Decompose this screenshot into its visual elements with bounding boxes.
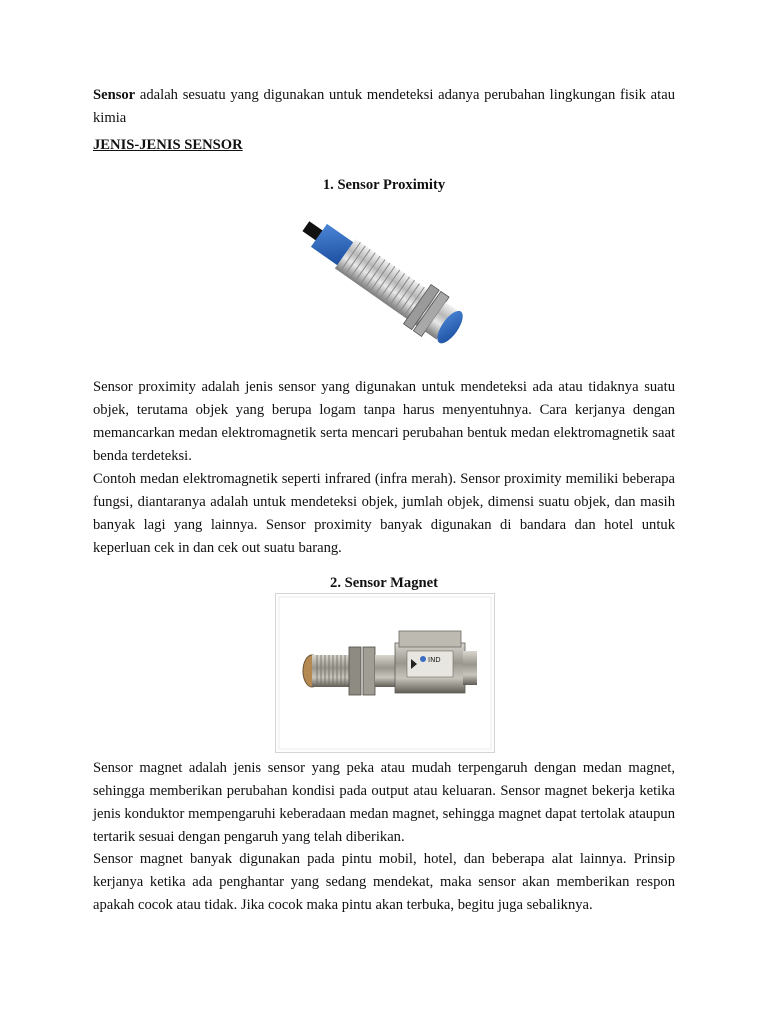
magnet-sensor-label: IND xyxy=(428,656,441,664)
proximity-paragraph-1: Sensor proximity adalah jenis sensor yang digunakan untuk mendeteksi ada atau tidaknya suatu objek, terutama objek yang berupa logam tanpa harus menyentuhnya. Cara kerjanya dengan memancarkan medan elektromagnetik serta mencari perubahan bentuk medan elektromagnetik saat benda terdeteksi. xyxy=(93,379,675,464)
intro-term: Sensor xyxy=(93,87,136,103)
section-heading: JENIS-JENIS SENSOR xyxy=(93,137,243,153)
intro-text: adalah sesuatu yang digunakan untuk mendeteksi adanya perubahan lingkungan fisik atau kimia xyxy=(93,87,675,126)
magnet-caption: 2. Sensor Magnet xyxy=(330,575,438,591)
intro-paragraph xyxy=(93,84,675,130)
magnet-paragraph-1: Sensor magnet adalah jenis sensor yang peka atau mudah terpengaruh dengan medan magnet, sehingga memberikan perubahan kondisi pada output atau keluaran. Sensor magnet bekerja ketika jenis konduktor mempengaruhi keberadaan medan magnet, sehingga magnet dapat tertolak ataupun tertarik sesuai dengan pengaruh yang telah diberikan. xyxy=(93,760,675,845)
magnet-paragraph-2: Sensor magnet banyak digunakan pada pintu mobil, hotel, dan beberapa alat lainnya. Prinsip kerjanya ketika ada penghantar yang sedang mendekat, maka sensor akan memberikan respon apakah cocok atau tidak. Jika cocok maka pintu akan terbuka, begitu juga sebaliknya. xyxy=(93,851,675,913)
proximity-sensor-image xyxy=(285,196,485,372)
proximity-caption: 1. Sensor Proximity xyxy=(322,177,446,193)
proximity-paragraph-2: Contoh medan elektromagnetik seperti infrared (infra merah). Sensor proximity memiliki beberapa fungsi, diantaranya adalah untuk mendeteksi objek, jumlah objek, dimensi suatu objek, dan masih banyak lagi yang lainnya. Sensor proximity banyak digunakan di bandara dan hotel untuk keperluan cek in dan cek out suatu barang. xyxy=(93,471,675,556)
magnet-sensor-image xyxy=(275,593,495,753)
